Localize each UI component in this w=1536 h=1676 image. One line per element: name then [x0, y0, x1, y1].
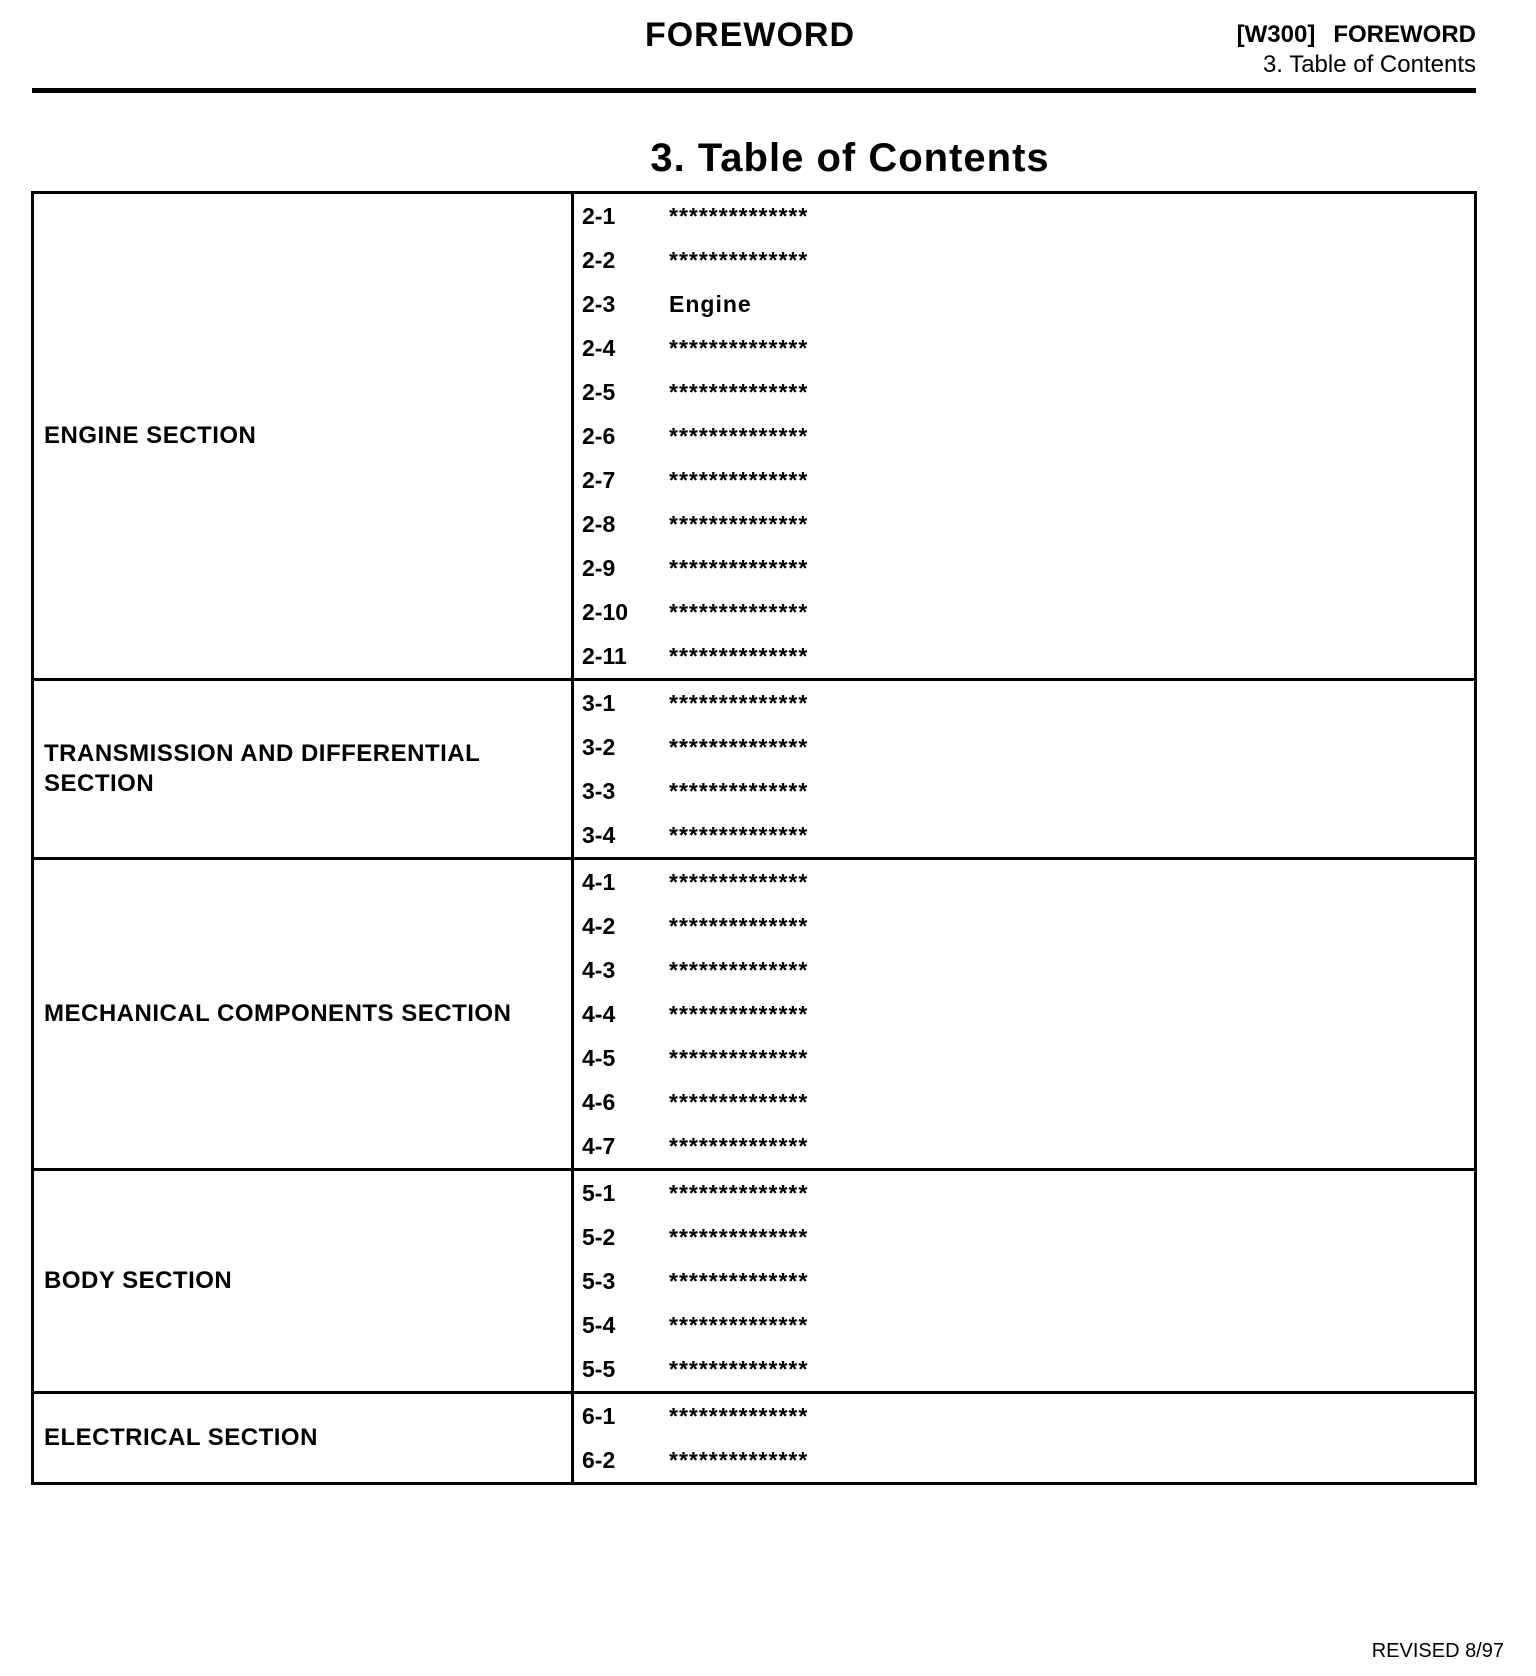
entry-title: **************: [669, 598, 809, 625]
toc-section: [34, 1391, 1474, 1482]
entry-title: **************: [669, 246, 809, 273]
running-header-subtitle: 3. Table of Contents: [1262, 51, 1476, 78]
page-title: 3. Table of Contents: [650, 136, 1050, 180]
entry-title: **************: [669, 334, 809, 361]
toc-table: [31, 191, 1477, 1485]
toc-entry: [574, 326, 1474, 370]
toc-entry: [574, 1171, 1474, 1215]
entry-number: 6-2: [582, 1446, 616, 1473]
entry-number: 4-4: [582, 1000, 616, 1027]
entry-title: **************: [669, 912, 809, 939]
toc-entry: [574, 1124, 1474, 1168]
running-header-line-1: [1237, 20, 1476, 50]
toc-entry: [574, 414, 1474, 458]
toc-section: [34, 1168, 1474, 1391]
entry-number: 5-3: [582, 1267, 616, 1294]
entry-number: 5-4: [582, 1311, 616, 1338]
entry-number: 4-3: [582, 956, 616, 983]
entry-number: 4-6: [582, 1088, 616, 1115]
section-name: ENGINE SECTION: [34, 194, 574, 678]
section-name: BODY SECTION: [34, 1171, 574, 1391]
entry-number: 3-4: [582, 821, 616, 848]
entry-number: 4-2: [582, 912, 616, 939]
entry-number: 4-5: [582, 1044, 616, 1071]
header-title: FOREWORD: [644, 16, 856, 54]
section-entries: [574, 1171, 1474, 1391]
document-code: [W300]: [1236, 21, 1316, 48]
entry-title: **************: [669, 554, 809, 581]
entry-title: **************: [669, 1402, 809, 1429]
entry-title: **************: [669, 1179, 809, 1206]
entry-number: 6-1: [582, 1402, 616, 1429]
header-rule: [32, 88, 1476, 93]
toc-section: [34, 194, 1474, 678]
entry-number: 2-7: [582, 466, 616, 493]
entry-number: 5-1: [582, 1179, 616, 1206]
entry-title: **************: [669, 689, 809, 716]
revision-note: REVISED 8/97: [1371, 1640, 1504, 1662]
entry-title: **************: [669, 1044, 809, 1071]
entry-number: 2-9: [582, 554, 616, 581]
entry-number: 4-7: [582, 1132, 616, 1159]
toc-entry: [574, 904, 1474, 948]
entry-number: 2-3: [582, 290, 616, 317]
entry-number: 3-2: [582, 733, 616, 760]
section-entries: [574, 681, 1474, 857]
entry-number: 3-3: [582, 777, 616, 804]
toc-entry: [574, 1438, 1474, 1482]
entry-title: **************: [669, 821, 809, 848]
toc-entry: [574, 546, 1474, 590]
entry-title: **************: [669, 466, 809, 493]
entry-number: 2-8: [582, 510, 616, 537]
entry-number: 2-6: [582, 422, 616, 449]
entry-title: **************: [669, 1355, 809, 1382]
toc-entry: [574, 992, 1474, 1036]
toc-entry: [574, 1303, 1474, 1347]
entry-title: **************: [669, 1311, 809, 1338]
toc-section: [34, 678, 1474, 857]
toc-entry: [574, 502, 1474, 546]
toc-entry: [574, 860, 1474, 904]
entry-title: **************: [669, 1088, 809, 1115]
entry-title: **************: [669, 1267, 809, 1294]
section-entries: [574, 194, 1474, 678]
entry-title: **************: [669, 422, 809, 449]
entry-title: **************: [669, 733, 809, 760]
toc-entry: [574, 725, 1474, 769]
toc-entry: [574, 813, 1474, 857]
toc-entry: [574, 1036, 1474, 1080]
entry-title: **************: [669, 1446, 809, 1473]
entry-title: **************: [669, 510, 809, 537]
toc-entry: [574, 238, 1474, 282]
toc-entry: [574, 590, 1474, 634]
toc-entry: [574, 948, 1474, 992]
toc-entry: [574, 282, 1474, 326]
toc-entry: [574, 458, 1474, 502]
toc-entry: [574, 370, 1474, 414]
section-name: ELECTRICAL SECTION: [34, 1394, 574, 1482]
running-header: [1237, 20, 1476, 80]
toc-entry: [574, 1394, 1474, 1438]
entry-number: 2-2: [582, 246, 616, 273]
entry-title: **************: [669, 202, 809, 229]
entry-number: 2-4: [582, 334, 616, 361]
entry-number: 4-1: [582, 868, 616, 895]
section-entries: [574, 1394, 1474, 1482]
entry-number: 2-5: [582, 378, 616, 405]
toc-entry: [574, 769, 1474, 813]
entry-number: 5-5: [582, 1355, 616, 1382]
toc-section: [34, 857, 1474, 1168]
entry-title: **************: [669, 642, 809, 669]
toc-entry: [574, 194, 1474, 238]
entry-number: 2-11: [582, 642, 627, 669]
entry-title: **************: [669, 956, 809, 983]
toc-entry: [574, 634, 1474, 678]
entry-title: Engine: [669, 290, 752, 317]
toc-entry: [574, 1080, 1474, 1124]
section-entries: [574, 860, 1474, 1168]
entry-title: **************: [669, 1223, 809, 1250]
entry-title: **************: [669, 1132, 809, 1159]
entry-title: **************: [669, 868, 809, 895]
toc-entry: [574, 681, 1474, 725]
entry-number: 3-1: [582, 689, 616, 716]
section-name: TRANSMISSION AND DIFFERENTIAL SECTION: [34, 681, 574, 857]
toc-entry: [574, 1347, 1474, 1391]
section-name: MECHANICAL COMPONENTS SECTION: [34, 860, 574, 1168]
toc-entry: [574, 1215, 1474, 1259]
entry-number: 2-10: [582, 598, 629, 625]
entry-number: 5-2: [582, 1223, 616, 1250]
entry-title: **************: [669, 1000, 809, 1027]
entry-number: 2-1: [582, 202, 616, 229]
entry-title: **************: [669, 378, 809, 405]
toc-entry: [574, 1259, 1474, 1303]
entry-title: **************: [669, 777, 809, 804]
running-header-title: FOREWORD: [1333, 21, 1476, 48]
